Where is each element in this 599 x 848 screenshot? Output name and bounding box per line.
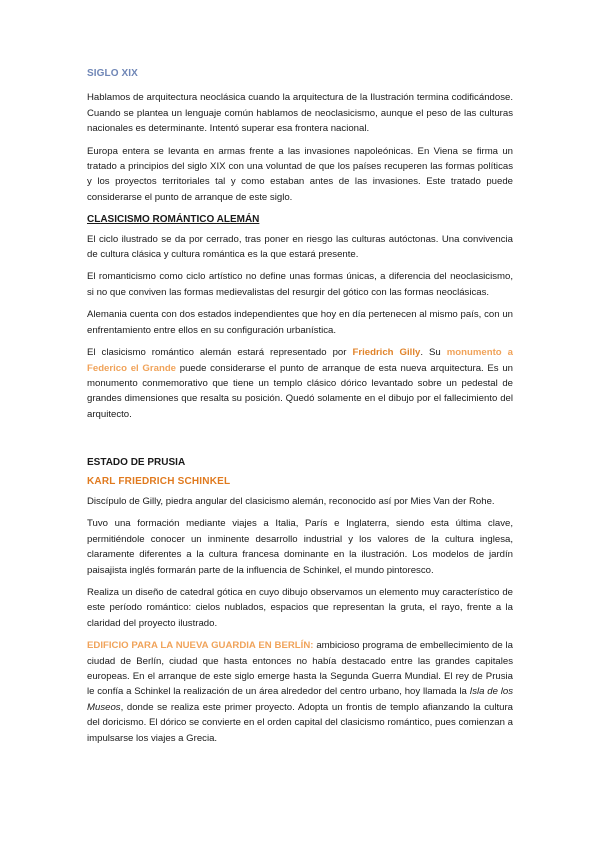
heading-clasicismo-romantico: CLASICISMO ROMÁNTICO ALEMÁN bbox=[87, 214, 260, 226]
heading-schinkel: KARL FRIEDRICH SCHINKEL bbox=[87, 475, 231, 487]
text-run: puede considerarse el punto de arranque de esta nueva arquitectura. Es un monumento conmemorativo que tiene un templo clásico dórico levantado sobre un pedestal de grandes dimensiones que resalta su posición. Quedó solamente en el dibujo por el fallecimiento del arquitecto. bbox=[87, 362, 514, 420]
text-run: . Su bbox=[420, 347, 447, 359]
paragraph-catedral: Realiza un diseño de catedral gótica en cuyo dibujo observamos un elemento muy característico de este período romántico: cielos nublados, espacios que representan la gruta, el rayo, frente a la claridad del proyecto ilustrado. bbox=[87, 586, 513, 629]
text-run: ambicioso programa de embellecimiento de la ciudad de Berlín, ciudad que hasta entonces no había destacado entre las grandes capitales europeas. En el arranque de este siglo emerge hasta la Segunda Guerra Mundial. El rey de Prusia le confía a Schinkel la realización de un área alrededor del centro urbano, hoy llamada la bbox=[87, 640, 513, 698]
isla-museos-italic: Isla de los Museos bbox=[87, 686, 513, 713]
heading-estado-prusia: ESTADO DE PRUSIA bbox=[87, 457, 186, 469]
nueva-guardia-highlight: EDIFICIO PARA LA NUEVA GUARDIA EN BERLÍN: bbox=[87, 640, 314, 652]
name-friedrich-gilly: Friedrich Gilly bbox=[352, 347, 421, 359]
paragraph-neoclasica: Hablamos de arquitectura neoclásica cuando la arquitectura de la Ilustración termina codificándose. Cuando se plantea un lenguaje común hablamos de neoclasicismo, aunque el peso de las culturas nacionales es determinante. Intentó superar esa frontera nacional. bbox=[87, 92, 513, 135]
paragraph-alemania: Alemania cuenta con dos estados independientes que hoy en día pertenecen al mismo país, con un enfrentamiento entre ellos en su configuración urbanística. bbox=[87, 309, 513, 336]
document-body bbox=[87, 66, 513, 753]
spacer bbox=[87, 429, 513, 455]
text-run: El clasicismo romántico alemán estará representado por bbox=[87, 347, 353, 359]
paragraph-formacion: Tuvo una formación mediante viajes a Italia, París e Inglaterra, siendo esta última clave, permitiéndole conocer un inminente desarrollo industrial y los valores de la cultura inglesa, claramente diferentes a la cultura francesa dominante en la ilustración. Los modelos de jardín paisajista inglés formarán parte de la influencia de Schinkel, el mundo pintoresco. bbox=[87, 518, 513, 576]
paragraph-romanticismo: El romanticismo como ciclo artístico no define unas formas únicas, a diferencia del neoclasicismo, si no que conviven las formas medievalistas del resurgir del gótico con las formas neoclásicas. bbox=[87, 271, 513, 298]
paragraph-nueva-guardia bbox=[87, 638, 513, 746]
paragraph-gilly bbox=[87, 345, 513, 422]
paragraph-discipulo: Discípulo de Gilly, piedra angular del clasicismo alemán, reconocido así por Mies Van der Rohe. bbox=[87, 495, 495, 507]
heading-siglo-xix: SIGLO XIX bbox=[87, 68, 138, 79]
text-run: , donde se realiza este primer proyecto. Adopta un frontis de templo afianzando la cultura del doricismo. El dórico se convierte en el orden capital del clasicismo romántico, pues comienzan a impulsarse los viajes a Grecia. bbox=[87, 701, 513, 744]
paragraph-ciclo-ilustrado: El ciclo ilustrado se da por cerrado, tras poner en riesgo las culturas autóctonas. Una convivencia de cultura clásica y cultura romántica es la que estará presente. bbox=[87, 233, 513, 261]
paragraph-invasiones: Europa entera se levanta en armas frente a las invasiones napoleónicas. En Viena se firma un tratado a principios del siglo XIX con una voluntad de que los países recuperen las formas políticas y los proyectos territoriales tal y como estaban antes de las invasiones. Este tratado puede considerarse el punto de arranque de este siglo. bbox=[87, 145, 513, 203]
monumento-federico-highlight: monumento a Federico el Grande bbox=[87, 347, 514, 374]
